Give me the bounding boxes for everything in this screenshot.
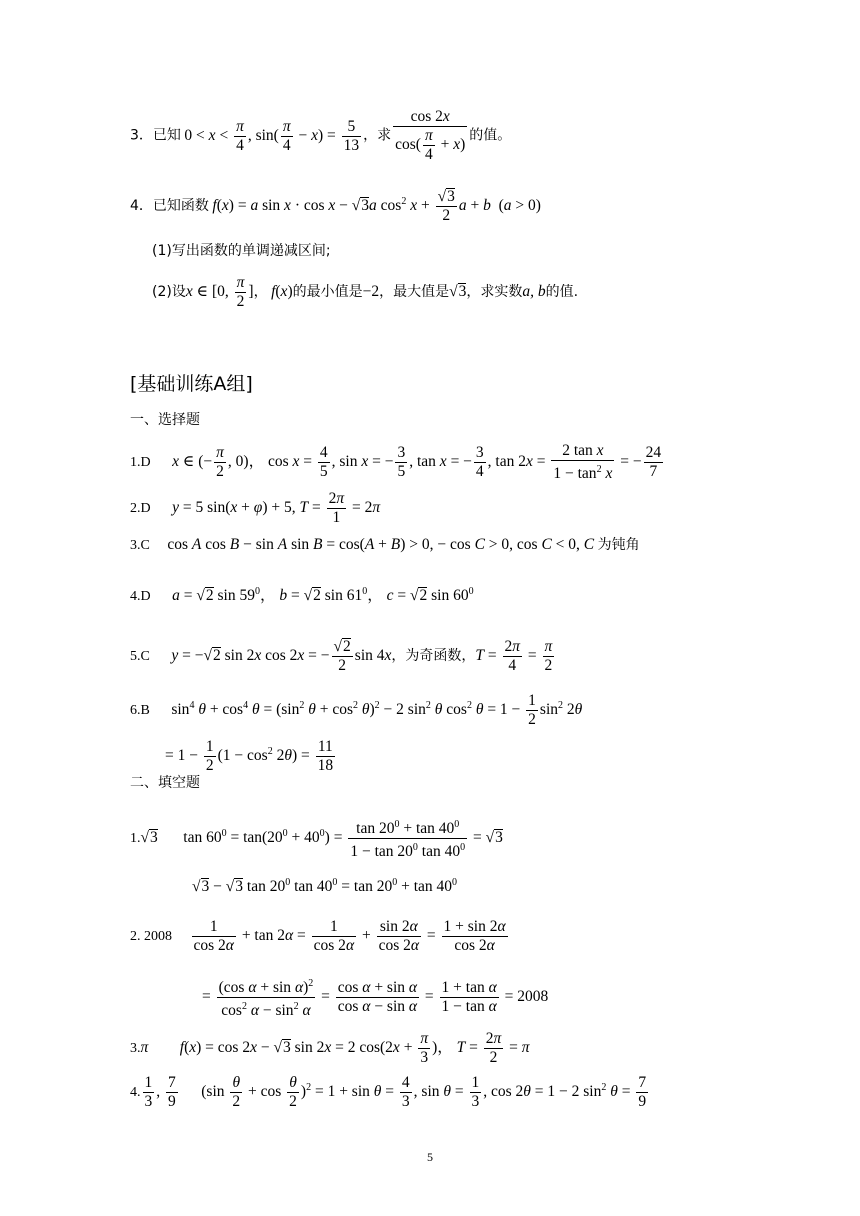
page-number: 5 [427,1150,433,1164]
choice-6: 6.B $\sin^4 \theta + \cos^4 \theta = (\sin^2$ $\theta + \cos^2 \theta)^2 - 2$ $\sin^2 \theta$ $\cos^2 \theta = 1$ − $\frac{1}{2}$ $\sin^2 2\theta$ [130,692,583,728]
fill-4: 4. $\frac{1}{3}$ , $\frac{7}{9}$ (sin $\frac{\theta}{2}$ + cos $\frac{\theta}{2}$ )$^2$ = 1 + sin θ = $\frac{4}{3}$ , sin θ = $\frac{1}{3}$ , cos 2θ = 1 − 2 $\sin^2 \theta$ = $\frac{7}{9}$ [130,1074,647,1110]
choice-3: 3.C cos A cos B − sin A sin B = cos(A + B) > 0, − cos C > 0, cos C < 0, C 为钝角 [130,536,640,553]
problem-3-number: 3． [130,127,153,144]
fill-2: 2. 2008 $\frac{1}{\cos 2\alpha}$ + tan 2α = $\frac{1}{\cos 2\alpha}$ + $\frac{\sin 2\alpha}{\cos 2\alpha}$ = $\frac{1 + \sin 2\alpha}{\cos 2\alpha}$ [130,918,506,954]
problem-4-formula: f(x) = a sin x · cos x − √3a $\cos^2 x$ + $\frac{√3}{2}$ a + b (a > 0) [212,188,541,224]
problem-4-number: 4． [130,198,153,215]
choice-1: 1.D x ∈ (− $\frac{\pi}{2}$ , 0)， cos x = $\frac{4}{5}$ , sin x = − $\frac{3}{5}$ , tan x = − $\frac{3}{4}$ , tan 2x = $\frac{\text{2 tan x}}{1 - \tan^2 x}$ = − $\frac{24}{7}$ [130,442,662,482]
part-2-title: 二、填空题 [130,775,200,791]
choice-4: 4.D a = √2 $\sin 59^0$， b = √2 $\sin 61^0$， c = √2 $\sin 60^0$ [130,586,474,604]
problem-3-formula: 0 < x < $\frac{\pi}{4}$ , sin( $\frac{\pi}{4}$ − x) = $\frac{5}{13}$ [184,117,360,154]
fill-2-cont: = $\frac{(\cos \alpha + \sin \alpha)^2}{\cos^2 \alpha - \sin^2 \alpha}$ = $\frac{\text{cos α + sin α}}{\text{cos α − sin α}}$ = $\frac{\text{1 + tan α}}{\text{1 − tan α}}$ = 2008 [202,975,548,1020]
section-title: [基础训练A组] [130,373,253,395]
problem-4-part-2: (2)设x ∈ [0, $\frac{\pi}{2}$ ]， f(x)的最小值是−2，最大值是√3，求实数a, b的值. [152,274,579,310]
problem-4: 4．已知函数 f(x) = a sin x · cos x − √3a $\cos^2 x$ + $\frac{√3}{2}$ a + b (a > 0) [130,188,541,224]
fill-3: 3.π f(x) = cos 2x − √3 sin 2x = 2 cos(2x + $\frac{\pi}{3}$ )， T = $\frac{2\pi}{2}$ = π [130,1030,530,1066]
part-1-title: 一、选择题 [130,412,200,428]
fill-1: 1.√3 $\tan 60^0 = \tan(20^0 + 40^0)$ = $\frac{\tan 20^0 + \tan 40^0}{1 - \tan 20^0 \tan 40^0}$ = √3 [130,816,503,861]
choice-6-cont: = 1 − $\frac{1}{2}$ $(1 - \cos^2 2\theta)$ = $\frac{11}{18}$ [165,738,334,774]
problem-4-part-1: (1)写出函数的单调递减区间; [152,243,331,259]
fill-1-cont: √3 − √3 $\tan 20^0$ $\tan 40^0 = \tan 20^0 + \tan 40^0$ [192,877,458,895]
choice-2: 2.D y = 5 sin(x + φ) + 5, T = $\frac{2\pi}{1}$ = 2π [130,490,381,526]
problem-3: 3．已知 0 < x < $\frac{\pi}{4}$ , sin( $\frac{\pi}{4}$ − x) = $\frac{5}{13}$ ，求 cos 2x cos( $\frac{\pi}{4}$ + x) 的值。 [130,108,512,163]
choice-5: 5.C y = −√2 sin 2x cos 2x = − $\frac{√2}{2}$ sin 4x，为奇函数，T = $\frac{2\pi}{4}$ = $\frac{\pi}{2}$ [130,638,553,674]
